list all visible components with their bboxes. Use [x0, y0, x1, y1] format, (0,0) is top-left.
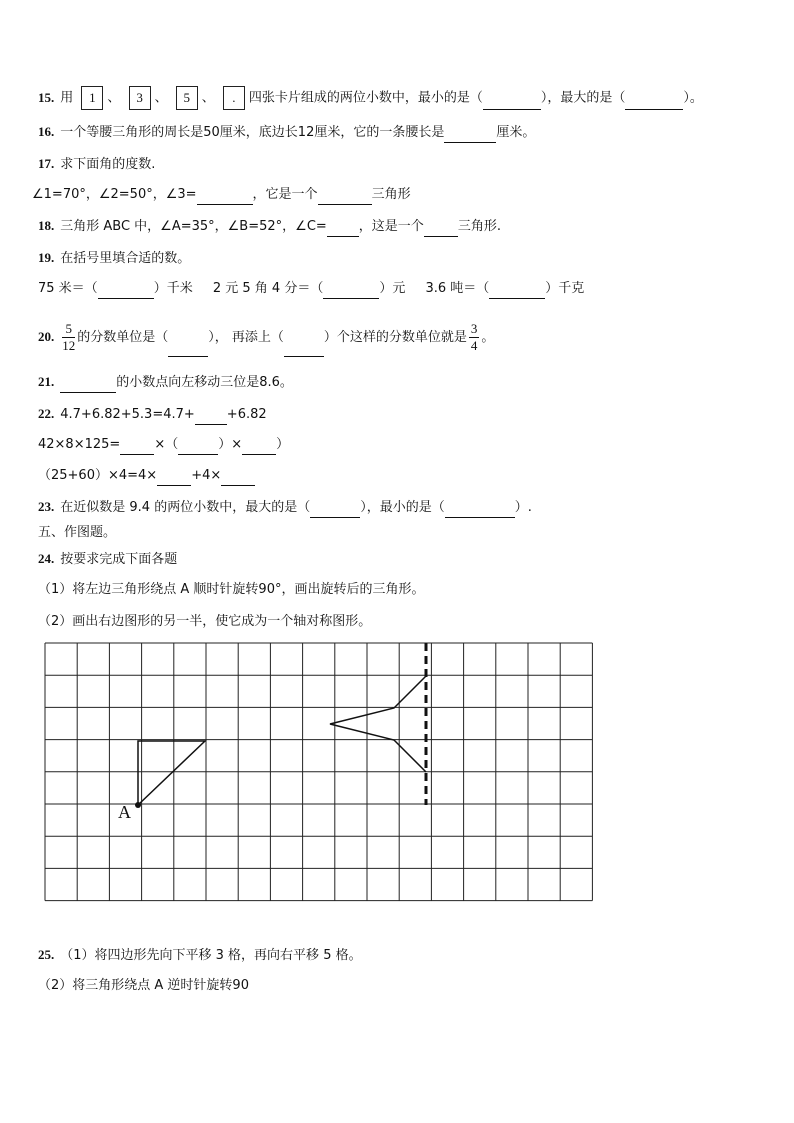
question-text: ）。	[683, 90, 703, 106]
question-text: 用	[60, 90, 74, 106]
question-text: ）×	[218, 437, 243, 452]
separator: 、	[201, 90, 215, 106]
half-figure	[330, 676, 426, 772]
question-number: 19.	[38, 250, 55, 265]
question-text: 求下面角的度数.	[60, 157, 156, 172]
question-text: ，这是一个	[358, 219, 424, 234]
question-text: 4.7+6.82+5.3=4.7+	[60, 407, 195, 422]
question-text: 在近似数是 9.4 的两位小数中，最大的是（	[60, 500, 311, 515]
question-text: 三角形	[371, 187, 411, 202]
point-a-label: A	[118, 802, 131, 822]
question-text: 厘米。	[496, 125, 536, 140]
question-text: 。	[481, 330, 495, 345]
question-text: 按要求完成下面各题	[60, 552, 178, 567]
question-text: （25+60）×4=4×	[38, 468, 158, 483]
numerator: 3	[470, 321, 478, 336]
question-text: +6.82	[226, 407, 267, 422]
question-number: 20.	[38, 329, 55, 344]
question-text: 四张卡片组成的两位小数中，最小的是（	[248, 90, 483, 106]
question-text: 的分数单位是（	[77, 330, 169, 345]
question-25-part2: （2）将三角形绕点 A 逆时针旋转90	[38, 978, 249, 993]
digit-card: 5	[176, 86, 198, 110]
question-text: 42×8×125=	[38, 437, 121, 452]
question-text: ∠1=70°，∠2=50°，∠3=	[32, 187, 197, 202]
question-text: 的小数点向左移动三位是8.6。	[116, 375, 293, 390]
left-triangle	[138, 741, 205, 805]
question-25	[38, 945, 362, 966]
question-text: 3.6 吨＝（	[425, 281, 490, 296]
question-number: 22.	[38, 406, 55, 421]
question-number: 21.	[38, 374, 55, 389]
question-number: 25.	[38, 947, 55, 962]
question-text: （1）将四边形先向下平移 3 格，再向右平移 5 格。	[60, 948, 362, 963]
numerator: 5	[62, 321, 75, 338]
question-text: ）千米	[153, 281, 193, 296]
question-text: 一个等腰三角形的周长是50厘米，底边长12厘米，它的一条腰长是	[60, 125, 445, 140]
question-text: ）.	[514, 500, 532, 515]
denominator: 12	[62, 338, 76, 353]
question-text: ，它是一个	[252, 187, 318, 202]
point-a	[135, 802, 141, 808]
section-heading: 五、作图题。	[38, 525, 117, 540]
question-24-part2: （2）画出右边图形的另一半，使它成为一个轴对称图形。	[38, 614, 372, 629]
separator: 、	[154, 90, 168, 106]
question-number: 23.	[38, 499, 55, 514]
question-text: ）千克	[545, 281, 585, 296]
question-number: 15.	[38, 89, 55, 105]
question-text: ）	[276, 437, 290, 452]
question-text: 三角形 ABC 中，∠A=35°，∠B=52°，∠C=	[60, 219, 327, 234]
question-text: 三角形.	[457, 219, 501, 234]
question-text: ），最大的是（	[540, 90, 626, 106]
digit-card: 1	[81, 86, 103, 110]
question-text: +4×	[191, 468, 222, 483]
question-text: 75 米＝（	[38, 281, 98, 296]
question-text: 在括号里填合适的数。	[60, 251, 191, 266]
question-number: 16.	[38, 124, 55, 139]
separator: 、	[107, 90, 121, 106]
question-text: ）元	[379, 281, 406, 296]
question-text: ×（	[154, 437, 179, 452]
question-number: 17.	[38, 156, 55, 171]
question-24-part1: （1）将左边三角形绕点 A 顺时针旋转90°，画出旋转后的三角形。	[38, 582, 425, 597]
question-number: 24.	[38, 551, 55, 566]
question-text: ）个这样的分数单位就是	[323, 330, 467, 345]
question-number: 18.	[38, 218, 55, 233]
digit-card: 3	[129, 86, 151, 110]
square-grid	[45, 643, 592, 901]
dot-card: .	[223, 86, 245, 110]
question-text: ）， 再添上（	[208, 330, 284, 345]
question-text: ），最小的是（	[360, 500, 445, 515]
question-text: 2 元 5 角 4 分＝（	[212, 281, 324, 296]
denominator: 4	[470, 338, 478, 353]
